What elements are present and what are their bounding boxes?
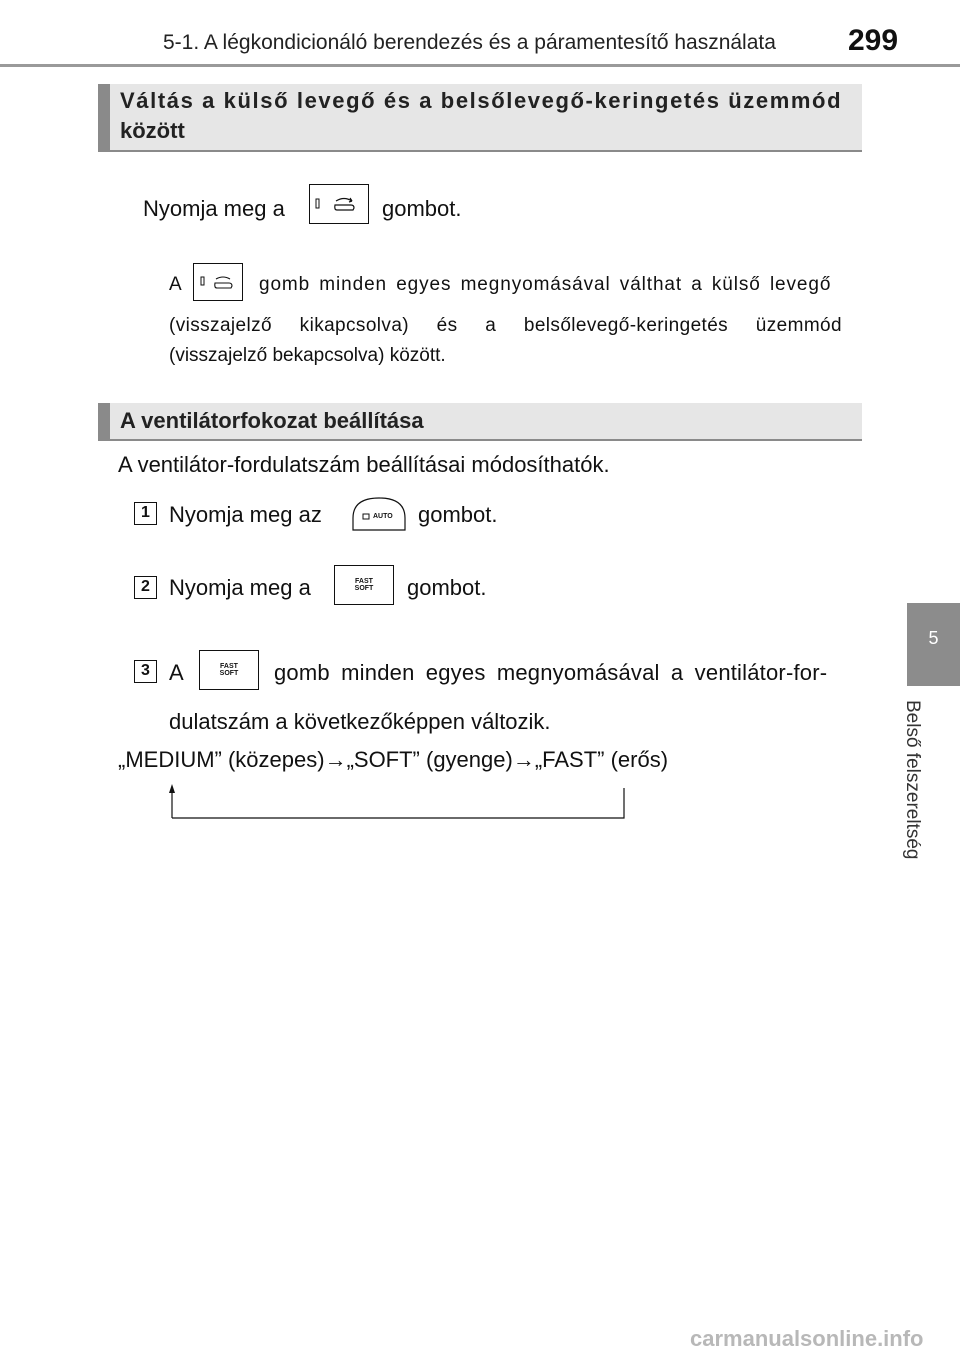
section-heading-fan [98, 403, 862, 441]
header-divider [0, 64, 960, 67]
chapter-label [902, 700, 947, 875]
fan-button-fast-label: FAST [355, 578, 373, 585]
section-heading-fan-text: A ventilátorfokozat beállítása [120, 408, 424, 433]
instruction-text-end: gombot. [382, 196, 462, 221]
fan-speed-cycle: „MEDIUM” (közepes)→„SOFT” (gyenge)→„FAST” (erős) [118, 747, 669, 772]
step-number-3: 3 [134, 660, 157, 683]
running-header: 5-1. A légkondicionáló berendezés és a páramentesítő használata [163, 31, 776, 54]
recirculation-button-icon-small [193, 263, 243, 301]
note-a: A [169, 274, 182, 295]
section-heading-line1: Váltás a külső levegő és a belsőlevegő-keringetés üzemmód [120, 88, 843, 113]
section-heading-line2: között [120, 118, 185, 143]
step1-text: Nyomja meg az [169, 502, 322, 527]
section-heading-air-mode [98, 84, 862, 152]
fan-button-fast-label-2: FAST [220, 663, 238, 670]
step3-text: A [169, 660, 184, 685]
cycle-return-arrow [160, 782, 630, 822]
instruction-text: Nyomja meg a [143, 196, 285, 221]
fan-button-soft-label: SOFT [354, 585, 374, 592]
step-number-2: 2 [134, 576, 157, 599]
chapter-label-text: Belső felszereltség [902, 700, 923, 860]
fan-button-soft-label-2: SOFT [219, 670, 239, 677]
chapter-number: 5 [928, 628, 939, 648]
recirculation-button-icon [309, 184, 369, 224]
note-line3: (visszajelző bekapcsolva) között. [169, 345, 446, 366]
step3-line2: dulatszám a következőképpen változik. [169, 709, 551, 734]
note-line1: gomb minden egyes megnyomásával válthat a külső levegő [259, 274, 832, 295]
fan-speed-button-icon-2 [199, 650, 259, 690]
step3-text-rest: gomb minden egyes megnyomásával a ventilátor-for- [274, 660, 828, 685]
fan-speed-button-icon [334, 565, 394, 605]
step-number-1: 1 [134, 502, 157, 525]
auto-button-label: AUTO [373, 513, 393, 520]
watermark: carmanualsonline.info [690, 1326, 924, 1351]
step2-text-end: gombot. [407, 575, 487, 600]
page-number: 299 [848, 24, 899, 57]
auto-button-icon [352, 496, 406, 532]
note-line2: (visszajelző kikapcsolva) és a belsőlevegő-keringetés üzemmód [169, 315, 842, 336]
step1-text-end: gombot. [418, 502, 498, 527]
step2-text: Nyomja meg a [169, 575, 311, 600]
fan-intro: A ventilátor-fordulatszám beállításai módosíthatók. [118, 452, 610, 477]
